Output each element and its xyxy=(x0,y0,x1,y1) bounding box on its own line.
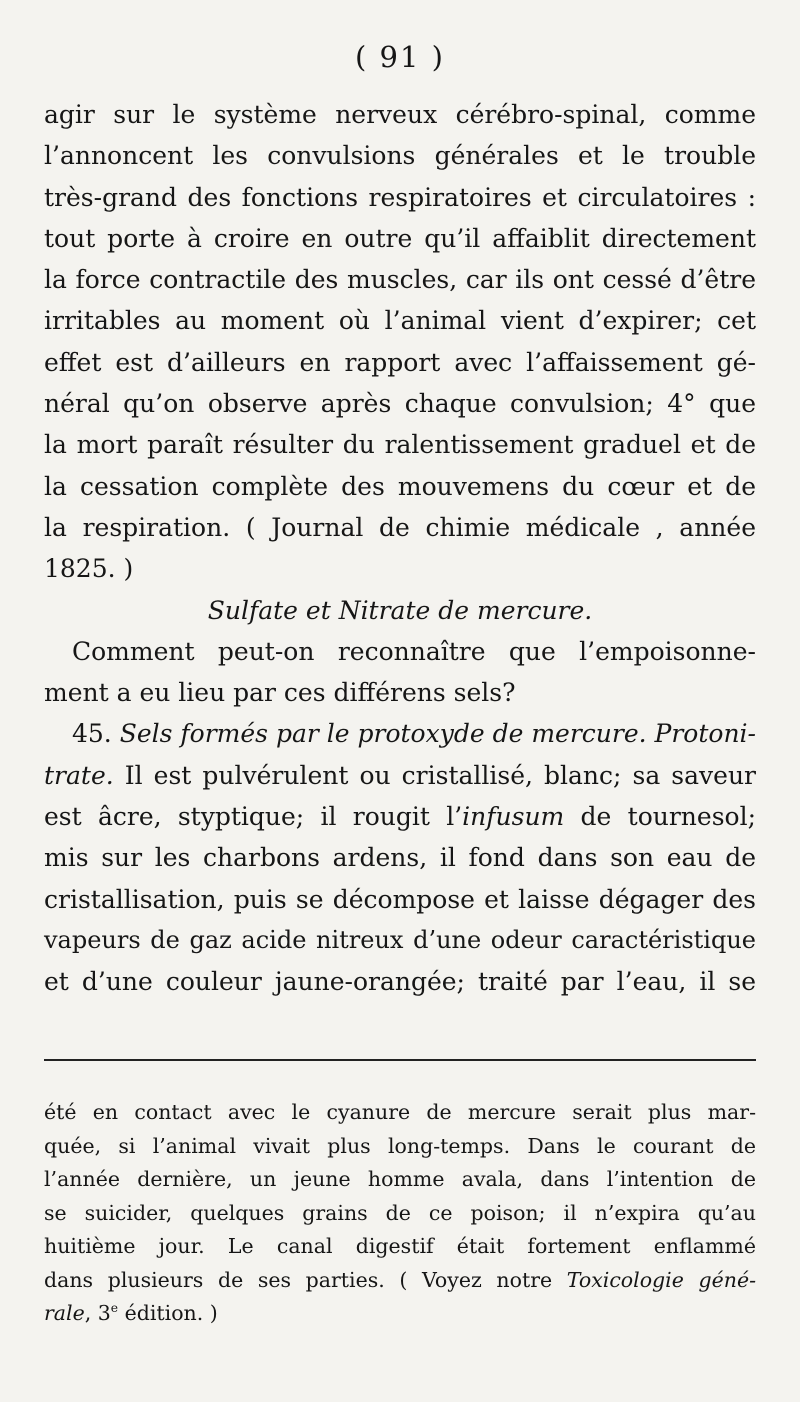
paragraph-45-line xyxy=(44,796,756,837)
text-span: dans plusieurs de ses parties. ( Voyez notre xyxy=(44,1267,567,1292)
text-line: très-grand des fonctions respiratoires et circulatoires : xyxy=(44,182,756,212)
paragraph-45-line xyxy=(44,713,756,754)
italic-term: infusum xyxy=(462,802,565,832)
footnote-line: quée, si l’animal vivait plus long-temps. Dans le courant de xyxy=(44,1133,756,1158)
footnote-line: huitième jour. Le canal digestif était fortement enflammé xyxy=(44,1234,756,1258)
footnote-line: été en contact avec le cyanure de mercure serait plus mar- xyxy=(44,1100,756,1124)
text-line: l’annoncent les convulsions générales et le trouble xyxy=(44,141,756,171)
paragraph-number: 45. xyxy=(72,719,112,749)
text-span: , 3 xyxy=(84,1301,111,1325)
italic-title: Toxicologie géné- xyxy=(566,1267,757,1292)
text-line: la respiration. ( Journal de chimie médicale , année xyxy=(44,512,756,542)
question-line: Comment peut-on reconnaître que l’empoisonne- xyxy=(72,636,756,666)
footnote-line: l’année dernière, un jeune homme avala, dans l’intention de xyxy=(44,1167,756,1191)
footnote-line: se suicider, quelques grains de ce poison; il n’expira qu’au xyxy=(44,1200,756,1225)
text-line: la cessation complète des mouvemens du cœur et de xyxy=(44,471,756,501)
italic-title: rale xyxy=(44,1301,85,1325)
text-line: mis sur les charbons ardens, il fond dans son eau de xyxy=(44,843,756,873)
question-line: ment a eu lieu par ces différens sels? xyxy=(44,678,516,708)
text-span: édition. ) xyxy=(118,1301,218,1325)
text-span: est âcre, styptique; il rougit l’ xyxy=(44,802,463,832)
text-line: la force contractile des muscles, car ils ont cessé d’être xyxy=(44,265,756,295)
text-span: Il est pulvérulent ou cristallisé, blanc; sa saveur xyxy=(113,760,756,790)
text-line: agir sur le système nerveux cérébro-spinal, comme xyxy=(44,100,756,129)
text-line: et d’une couleur jaune-orangée; traité par l’eau, il se xyxy=(44,967,756,997)
text-span: de tournesol; xyxy=(564,802,756,832)
footnote-line xyxy=(44,1297,756,1331)
text-line: irritables au moment où l’animal vient d’expirer; cet xyxy=(44,306,756,336)
footnote xyxy=(44,1096,756,1331)
italic-term: trate. xyxy=(44,760,114,790)
main-text xyxy=(44,94,756,1003)
page-number: ( 91 ) xyxy=(355,40,445,74)
paragraph-45-line xyxy=(44,755,756,796)
footnote-divider xyxy=(44,1059,756,1061)
italic-heading: Sels formés par le protoxyde de mercure. Protoni- xyxy=(119,719,756,749)
section-title: Sulfate et Nitrate de mercure. xyxy=(207,595,593,625)
text-line: tout porte à croire en outre qu’il affaiblit directement xyxy=(44,223,756,253)
text-line: effet est d’ailleurs en rapport avec l’affaissement gé- xyxy=(44,347,756,377)
superscript: e xyxy=(110,1301,119,1316)
text-line: vapeurs de gaz acide nitreux d’une odeur caractéristique xyxy=(44,925,756,954)
text-line: cristallisation, puis se décompose et laisse dégager des xyxy=(44,884,756,914)
text-line: 1825. ) xyxy=(44,554,134,584)
text-line: néral qu’on observe après chaque convulsion; 4° que xyxy=(44,389,756,419)
text-line: la mort paraît résulter du ralentissement graduel et de xyxy=(44,430,756,460)
footnote-line xyxy=(44,1264,756,1298)
